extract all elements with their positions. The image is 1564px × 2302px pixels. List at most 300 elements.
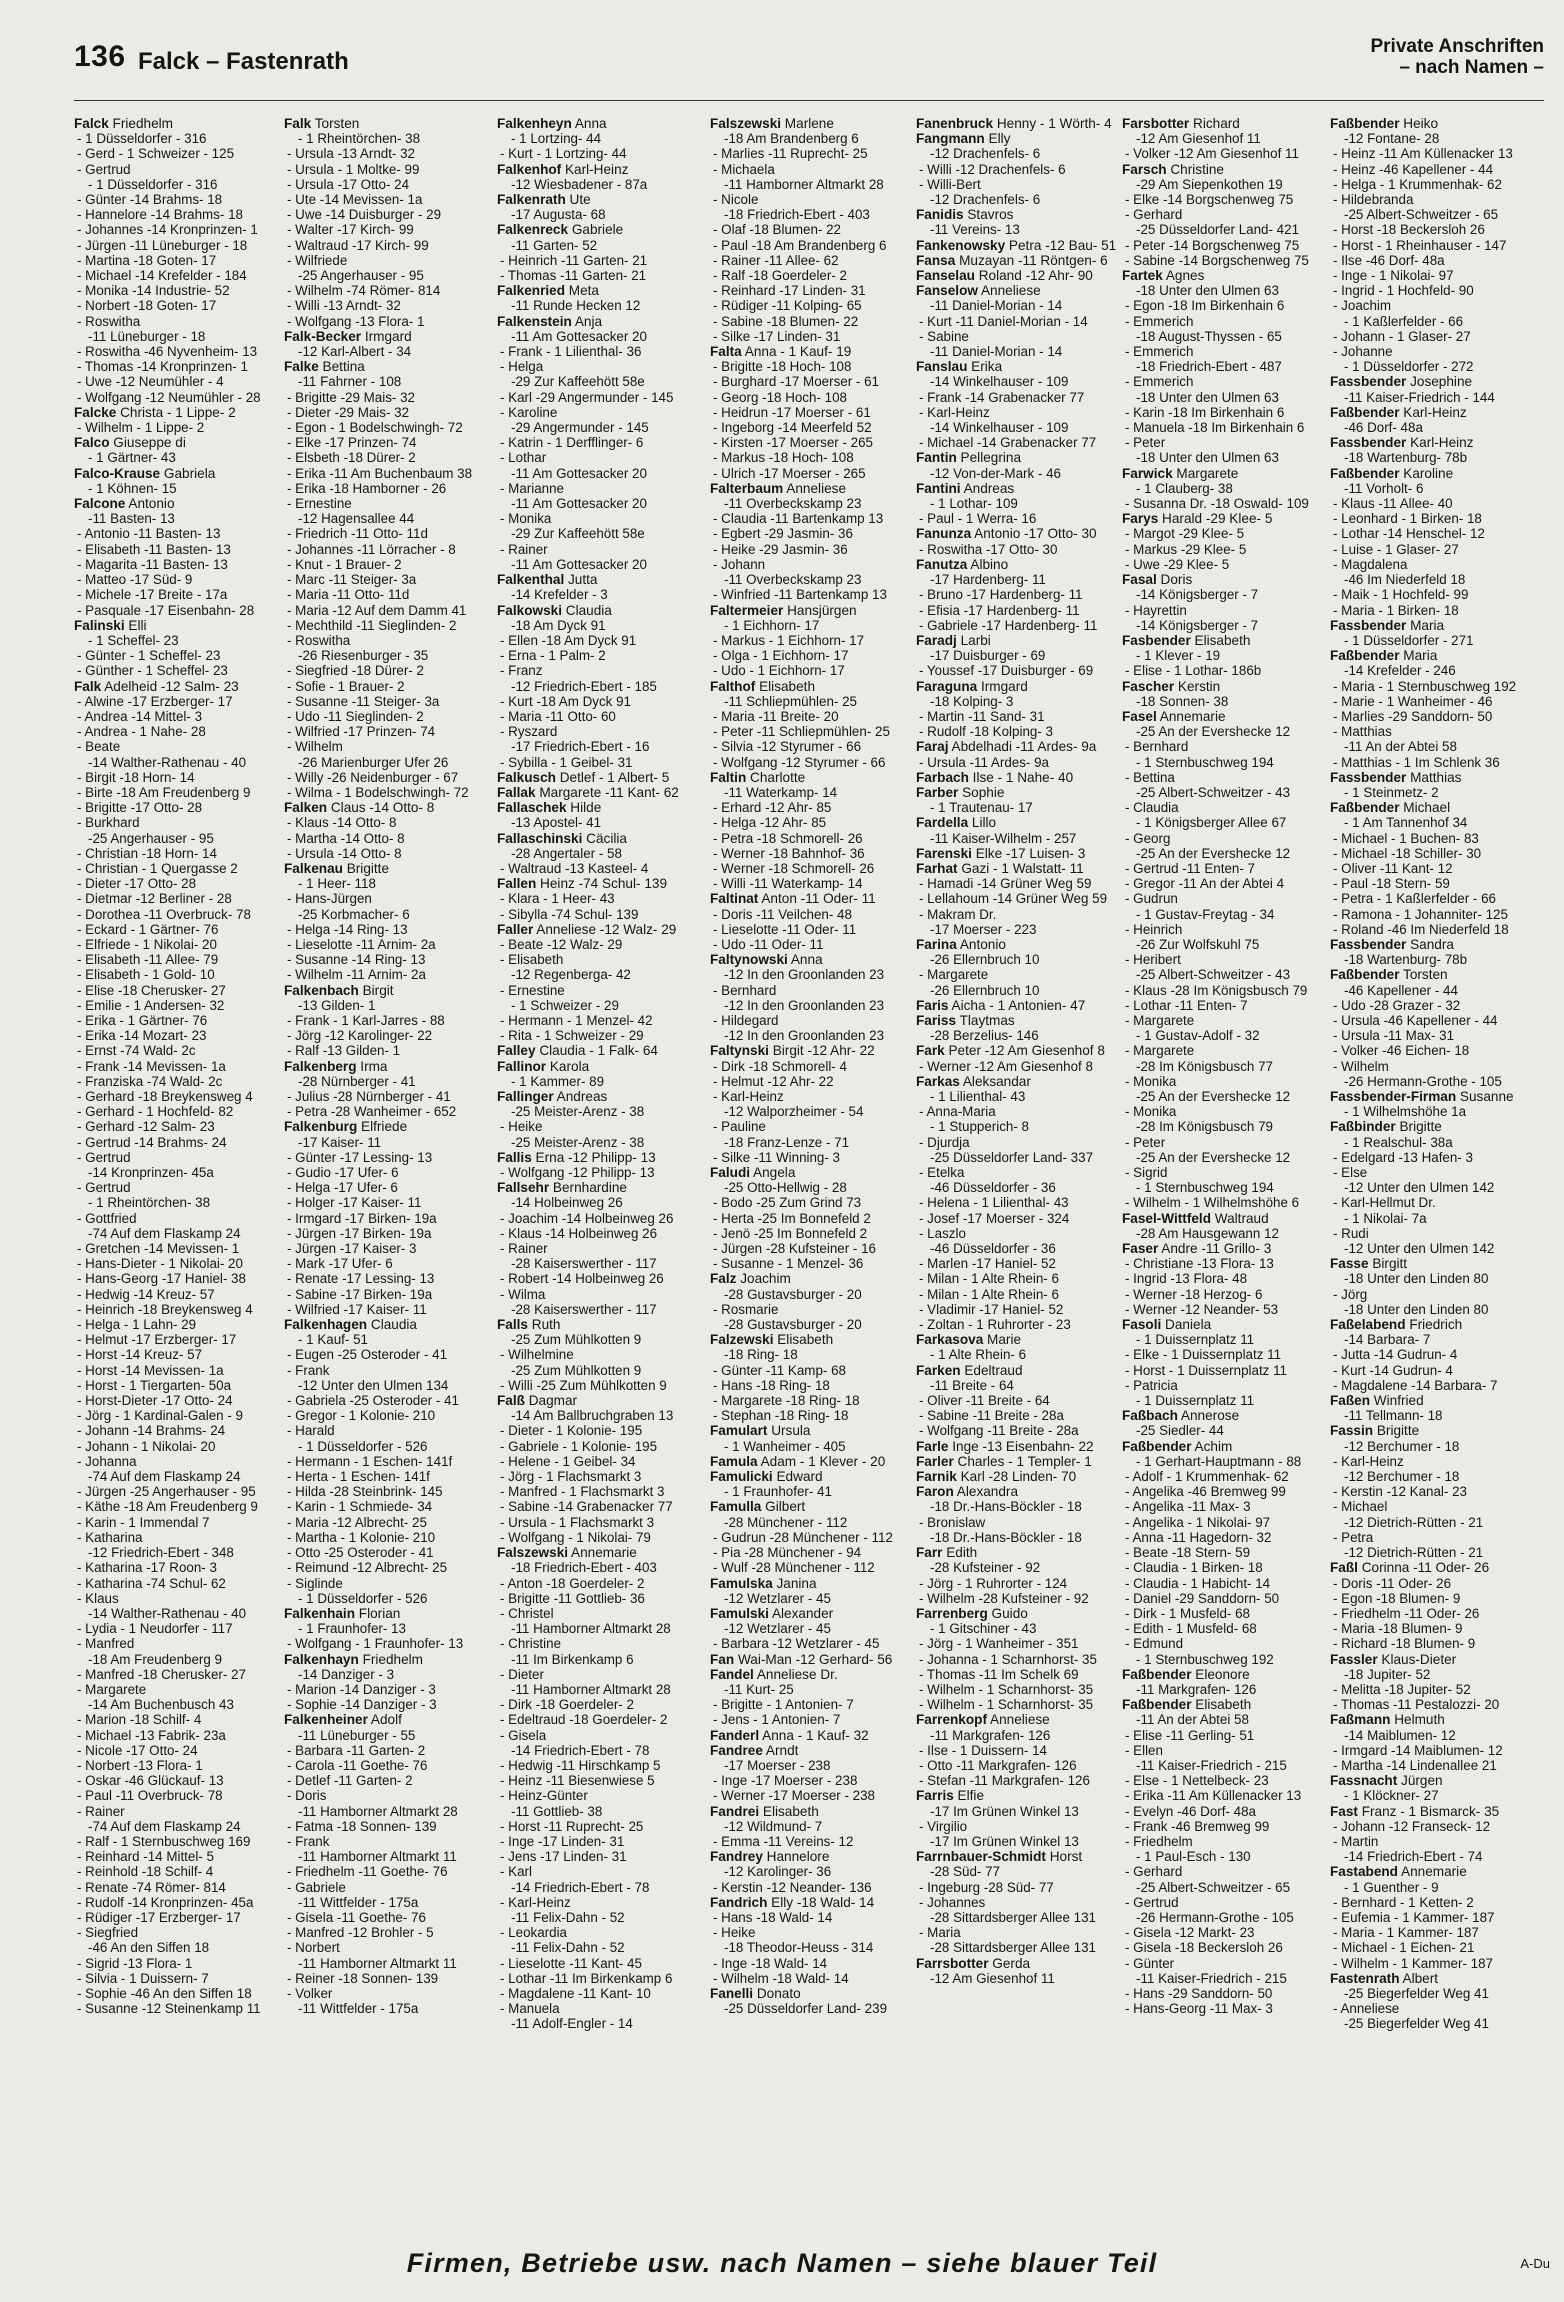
listing-entry: - Sabine -14 Grabenacker 77 <box>500 1499 673 1515</box>
listing-entry: - Waltraud -17 Kirch- 99 <box>287 237 429 253</box>
listing-entry <box>916 116 1121 131</box>
listing-address-line: - 1 Klever - 19 <box>1136 648 1221 664</box>
listing-entry: - Johannes <box>919 1894 986 1910</box>
listing-entry: - Karl-Heinz <box>713 1089 784 1104</box>
listing-address-line: - 1 Nikolai- 7a <box>1344 1210 1427 1226</box>
listing-surname: Faraj <box>916 739 949 755</box>
listing-entry <box>284 116 489 131</box>
listing-entry: - Manfred - 1 Flachsmarkt 3 <box>500 1484 665 1500</box>
listing-entry: - Ute -14 Mevissen- 1a <box>287 192 423 208</box>
listing-entry: - Olaf -18 Blumen- 22 <box>713 222 842 238</box>
listing-entry <box>916 1606 1121 1621</box>
listing-address-line: -26 Zur Wolfskuhl 75 <box>1136 936 1260 952</box>
listing-address-line: -12 Friedrich-Ebert - 185 <box>511 678 657 694</box>
listing-entry: - Margarete <box>919 967 989 983</box>
listing-address-line: -28 Kaiserswerther - 117 <box>511 1301 657 1317</box>
listing-entry: - Michele -17 Breite - 17a <box>77 587 228 603</box>
listing-address-line: -46 Dorf- 48a <box>1344 420 1423 436</box>
listing-entry: - Hedwig -11 Hirschkamp 5 <box>500 1757 661 1773</box>
listing-entry: - Josef -17 Moerser - 324 <box>919 1210 1070 1226</box>
listing-entry: - Helga - 1 Lahn- 29 <box>77 1317 197 1333</box>
listing-surname: Farler <box>916 1453 954 1469</box>
listing-address-line: -18 Am Brandenberg 6 <box>724 131 859 147</box>
listing-entry: - Heike -29 Jasmin- 36 <box>713 541 848 557</box>
listing-entry <box>1330 405 1535 420</box>
listing-entry <box>497 222 702 237</box>
listing-entry <box>710 679 915 694</box>
listing-surname: Falkenberg <box>284 1058 357 1074</box>
listing-entry: - Willi -12 Drachenfels- 6 <box>919 161 1066 177</box>
listing-entry: - Marion -14 Danziger - 3 <box>287 1681 436 1697</box>
listing-address-line: -25 Korbmacher- 6 <box>298 906 410 922</box>
listing-address-line: -14 Friedrich-Ebert - 78 <box>511 1879 650 1895</box>
listing-entry: - Andrea - 1 Nahe- 28 <box>77 724 206 740</box>
listing-first-name: Margarete -11 Kant- 62 <box>535 784 679 800</box>
listing-surname: Faßbender <box>1330 648 1400 664</box>
listing-address-line: -13 Gilden- 1 <box>298 997 376 1013</box>
listing-entry: - Thomas -11 Im Schelk 69 <box>919 1666 1079 1682</box>
listing-entry: - Hedwig -14 Kreuz- 57 <box>77 1286 215 1302</box>
listing-entry <box>916 557 1121 572</box>
listing-entry: - Dieter - 1 Kolonie- 195 <box>500 1423 643 1439</box>
listing-first-name: Anneliese Dr. <box>753 1666 838 1682</box>
listing-entry: - Johanne <box>1333 344 1393 360</box>
listing-entry: - Hans-Georg -11 Max- 3 <box>1125 2001 1273 2017</box>
directory-column-4 <box>710 116 915 2016</box>
listing-entry <box>1122 1317 1327 1332</box>
listing-entry: - Erna - 1 Palm- 2 <box>500 648 606 664</box>
listing-entry: - Hans-Jürgen <box>287 891 372 907</box>
listing-entry: - Wilhelmine <box>500 1347 574 1363</box>
listing-entry: - Wilhelm <box>287 739 343 755</box>
listing-address-line: -11 Am Gottesacker 20 <box>511 496 647 512</box>
listing-entry <box>284 1119 489 1134</box>
listing-entry: - Uwe -14 Duisburger - 29 <box>287 207 442 223</box>
listing-first-name: Winfried <box>1370 1393 1424 1409</box>
listing-entry: - Lieselotte -11 Oder- 11 <box>713 921 857 937</box>
listing-entry: - Anton -18 Goerdeler- 2 <box>500 1575 645 1591</box>
listing-entry: - Günter -17 Lessing- 13 <box>287 1149 433 1165</box>
listing-entry: - Volker -12 Am Giesenhof 11 <box>1125 146 1299 162</box>
listing-address-line: -74 Auf dem Flaskamp 24 <box>88 1818 241 1834</box>
listing-entry: - Erika -11 Am Buchenbaum 38 <box>287 465 473 481</box>
listing-entry: - Elke -14 Borgschenweg 75 <box>1125 192 1294 208</box>
listing-entry: - Willy -26 Neidenburger - 67 <box>287 769 459 785</box>
listing-surname: Faris <box>916 997 949 1013</box>
listing-first-name: Torsten <box>311 116 360 131</box>
listing-entry: - Marc -11 Steiger- 3a <box>287 572 417 588</box>
listing-entry <box>916 268 1121 283</box>
listing-entry <box>1122 1667 1327 1682</box>
listing-entry <box>497 314 702 329</box>
listing-entry: - Brigitte -29 Mais- 32 <box>287 389 415 405</box>
listing-surname: Farenski <box>916 845 972 861</box>
listing-entry: - Gertrud <box>77 1180 131 1196</box>
listing-address-line: -11 Daniel-Morian - 14 <box>930 344 1063 360</box>
listing-entry: - Kurt - 1 Lortzing- 44 <box>500 146 627 162</box>
listing-surname: Fassbender <box>1330 936 1407 952</box>
listing-entry: - Jörg -12 Karolinger- 22 <box>287 1028 433 1044</box>
listing-first-name: Stavros <box>963 207 1014 223</box>
listing-entry: - Marlies -29 Sanddorn- 50 <box>1333 708 1493 724</box>
listing-surname: Famulski <box>710 1605 769 1621</box>
listing-address-line: -46 Düsseldorfer - 36 <box>930 1180 1056 1196</box>
listing-entry: - Maria <box>919 1925 961 1941</box>
listing-entry: - Michael -18 Schiller- 30 <box>1333 845 1482 861</box>
listing-first-name: Anton -11 Oder- 11 <box>758 891 876 907</box>
listing-address-line: -12 Unter den Ulmen 134 <box>298 1377 449 1393</box>
listing-first-name: Gilbert <box>761 1499 806 1515</box>
listing-entry: - Karl <box>500 1864 532 1880</box>
listing-first-name: Achim <box>1191 1438 1233 1454</box>
listing-address-line: -18 Ring- 18 <box>724 1347 798 1363</box>
listing-entry: - Ursula -17 Otto- 24 <box>287 176 410 192</box>
listing-entry: - Gabriele <box>287 1879 346 1895</box>
listing-entry: - Hamadi -14 Grüner Weg 59 <box>919 876 1092 892</box>
listing-first-name: Maria <box>1399 648 1438 664</box>
listing-surname: Fantin <box>916 450 957 466</box>
listing-entry: - Mark -17 Ufer- 6 <box>287 1256 393 1272</box>
listing-entry: - Heinz -46 Kapellener - 44 <box>1333 161 1494 177</box>
listing-entry: - Heike <box>500 1119 543 1135</box>
listing-first-name: Bettina <box>318 359 365 375</box>
listing-entry: - Sophie -46 An den Siffen 18 <box>77 1985 252 2001</box>
listing-entry: - Norbert -13 Flora- 1 <box>77 1757 203 1773</box>
listing-surname: Falkenried <box>497 283 565 299</box>
listing-surname: Fallinor <box>497 1058 547 1074</box>
listing-entry: - Joachim <box>1333 298 1392 314</box>
listing-surname: Farrenkopf <box>916 1712 988 1728</box>
listing-entry: - Jürgen -17 Birken- 19a <box>287 1225 432 1241</box>
listing-surname: Falkenrath <box>497 192 566 208</box>
listing-entry: - Helmut -17 Erzberger- 17 <box>77 1332 237 1348</box>
listing-entry: - Ulrich -17 Moerser - 265 <box>713 465 866 481</box>
listing-entry: - Siglinde <box>287 1575 343 1591</box>
listing-entry: - Lydia - 1 Neudorfer - 117 <box>77 1621 233 1637</box>
listing-address-line: -11 Kaiser-Friedrich - 215 <box>1136 1757 1287 1773</box>
listing-surname: Fassbender <box>1330 374 1407 390</box>
listing-surname: Falzewski <box>710 1332 774 1348</box>
listing-first-name: Elisabeth <box>773 1332 834 1348</box>
listing-entry: - Dirk -18 Goerdeler- 2 <box>500 1697 634 1713</box>
listing-surname: Fanenbruck <box>916 116 994 131</box>
listing-entry: - Roswitha <box>287 632 351 648</box>
listing-entry: - Kurt -18 Am Dyck 91 <box>500 693 631 709</box>
listing-entry: - Sabine -11 Breite - 28a <box>919 1408 1064 1424</box>
listing-address-line: -11 Overbeckskamp 23 <box>724 572 862 588</box>
listing-surname: Falinski <box>74 617 125 633</box>
listing-first-name: Aleksandar <box>959 1073 1031 1089</box>
listing-surname: Faßbender <box>1122 1666 1192 1682</box>
listing-address-line: -14 Danziger - 3 <box>298 1666 395 1682</box>
listing-entry <box>284 1059 489 1074</box>
listing-entry <box>74 116 279 131</box>
listing-first-name: Karl -28 Linden- 70 <box>956 1469 1077 1485</box>
listing-entry <box>497 1059 702 1074</box>
directory-column-7 <box>1330 116 1535 2032</box>
listing-entry <box>1122 511 1327 526</box>
listing-first-name: Irmgard <box>977 678 1028 694</box>
listing-address-line: -11 Wittfelder - 175a <box>298 2001 419 2017</box>
listing-surname: Falszewski <box>497 1545 569 1561</box>
listing-entry <box>284 359 489 374</box>
listing-entry: - Dirk - 1 Musfeld- 68 <box>1125 1605 1251 1621</box>
listing-surname: Fallinger <box>497 1089 554 1104</box>
listing-entry <box>497 192 702 207</box>
listing-entry: - Gisela -11 Goethe- 76 <box>287 1909 426 1925</box>
listing-first-name: Irma <box>356 1058 388 1074</box>
listing-entry: - Wilhelm -11 Arnim- 2a <box>287 967 426 983</box>
listing-address-line: -14 Krefelder - 246 <box>1344 663 1456 679</box>
listing-first-name: Andreas <box>553 1089 608 1104</box>
listing-entry <box>497 831 702 846</box>
listing-surname: Faßbender <box>1330 116 1400 131</box>
listing-address-line: -25 An der Evershecke 12 <box>1136 724 1291 740</box>
listing-entry: - Robert -14 Holbeinweg 26 <box>500 1271 664 1287</box>
listing-surname: Faltin <box>710 769 747 785</box>
listing-entry: - Petra -28 Wanheimer - 652 <box>287 1104 457 1120</box>
listing-entry: - Erika -11 Am Küllenacker 13 <box>1125 1788 1302 1804</box>
listing-entry: - Pasquale -17 Eisenbahn- 28 <box>77 602 255 618</box>
listing-entry: - Etelka <box>919 1165 965 1181</box>
listing-entry: - Gottfried <box>77 1210 137 1226</box>
listing-entry: - Claudia - 1 Habicht- 14 <box>1125 1575 1271 1591</box>
listing-address-line: - 1 Düsseldorfer - 271 <box>1344 632 1474 648</box>
listing-entry: - Daniel -29 Sanddorn- 50 <box>1125 1590 1280 1606</box>
listing-entry: - Willi -13 Arndt- 32 <box>287 298 401 314</box>
listing-entry: - Horst-Dieter -17 Otto- 24 <box>77 1393 233 1409</box>
listing-entry: - Horst -11 Ruprecht- 25 <box>500 1818 644 1834</box>
listing-address-line: - 1 Gustav-Adolf - 32 <box>1136 1028 1260 1044</box>
listing-entry: - Wilfried -17 Kaiser- 11 <box>287 1301 427 1317</box>
listing-surname: Falterbaum <box>710 480 784 496</box>
listing-address-line: -14 Walther-Rathenau - 40 <box>88 1605 247 1621</box>
listing-address-line: -28 Süd- 77 <box>930 1864 1000 1880</box>
listing-surname: Farbach <box>916 769 969 785</box>
listing-entry: - Heribert <box>1125 952 1181 968</box>
listing-address-line: -12 Wildmund- 7 <box>724 1818 823 1834</box>
listing-entry <box>497 1043 702 1058</box>
listing-entry: - Elke -17 Prinzen- 74 <box>287 435 417 451</box>
listing-entry <box>1330 1317 1535 1332</box>
listing-entry <box>710 1454 915 1469</box>
listing-entry: - Martin -11 Sand- 31 <box>919 708 1045 724</box>
directory-column-1 <box>74 116 279 2016</box>
listing-surname: Farsbotter <box>1122 116 1190 131</box>
listing-surname: Famulska <box>710 1575 773 1591</box>
listing-surname: Fantini <box>916 480 961 496</box>
listing-entry: - Harald <box>287 1423 335 1439</box>
listing-entry: - Heidrun -17 Moerser - 61 <box>713 404 871 420</box>
listing-entry: - Makram Dr. <box>919 906 997 922</box>
listing-entry: - Gregor -11 An der Abtei 4 <box>1125 876 1285 892</box>
listing-entry: - Wilhelm - 1 Scharnhorst- 35 <box>919 1697 1094 1713</box>
listing-entry: - Hans -18 Wald- 14 <box>713 1909 833 1925</box>
listing-entry: - Ursula -11 Max- 31 <box>1333 1028 1455 1044</box>
listing-entry: - Manuela <box>500 2001 560 2017</box>
listing-address-line: -17 Moerser - 238 <box>724 1757 831 1773</box>
listing-entry: - Erika - 1 Gärtner- 76 <box>77 1012 208 1028</box>
listing-surname: Faßbender <box>1330 967 1400 983</box>
listing-entry: - Bruno -17 Hardenberg- 11 <box>919 587 1083 603</box>
listing-entry: - Willi -11 Waterkamp- 14 <box>713 876 863 892</box>
listing-surname: Falta <box>710 344 742 360</box>
listing-entry: - Emmerich <box>1125 344 1194 360</box>
listing-entry: - Wolfgang - 1 Nikolai- 79 <box>500 1529 651 1545</box>
listing-entry: - Johann <box>713 556 766 572</box>
listing-entry: - Willi -25 Zum Mühlkotten 9 <box>500 1377 667 1393</box>
listing-surname: Faßbinder <box>1330 1119 1396 1135</box>
listing-entry <box>916 1043 1121 1058</box>
listing-address-line: -25 An der Evershecke 12 <box>1136 1149 1291 1165</box>
listing-first-name: Birgit <box>358 982 394 998</box>
directory-column-6 <box>1122 116 1327 2016</box>
listing-entry <box>916 1849 1121 1864</box>
listing-entry: - Elsbeth -18 Dürer- 2 <box>287 450 416 466</box>
listing-entry: - Gerhard <box>1125 1864 1183 1880</box>
listing-first-name: Jürgen <box>1397 1773 1443 1789</box>
listing-entry <box>916 679 1121 694</box>
listing-entry <box>710 1743 915 1758</box>
listing-surname: Farkasova <box>916 1332 984 1348</box>
listing-surname: Falkenheyn <box>497 116 572 131</box>
listing-entry: - Käthe -18 Am Freudenberg 9 <box>77 1499 258 1515</box>
listing-entry: - Nicole <box>713 192 759 208</box>
listing-entry: - Rudi <box>1333 1225 1369 1241</box>
listing-first-name: Joachim <box>736 1271 791 1287</box>
listing-entry: - Sabine -18 Blumen- 22 <box>713 313 859 329</box>
listing-surname: Fariss <box>916 1012 957 1028</box>
listing-entry: - Ingrid - 1 Hochfeld- 90 <box>1333 283 1474 299</box>
listing-address-line: -14 Friedrich-Ebert - 78 <box>511 1742 650 1758</box>
listing-entry: - Jürgen -17 Kaiser- 3 <box>287 1241 417 1257</box>
listing-surname: Fandel <box>710 1666 754 1682</box>
listing-entry: - Joachim -14 Holbeinweg 26 <box>500 1210 674 1226</box>
listing-entry: - Otto -11 Markgrafen- 126 <box>919 1757 1077 1773</box>
listing-first-name: Karola <box>546 1058 590 1074</box>
listing-surname: Farkas <box>916 1073 960 1089</box>
listing-address-line: -17 Friedrich-Ebert - 16 <box>511 739 650 755</box>
listing-surname: Falkusch <box>497 769 556 785</box>
listing-entry: - Helga -12 Ahr- 85 <box>713 815 827 831</box>
listing-entry: - Michaela <box>713 161 775 177</box>
listing-address-line: -11 Gottlieb- 38 <box>511 1803 603 1819</box>
listing-address-line: -12 Wiesbadener - 87a <box>511 176 648 192</box>
listing-entry: - Gisela -12 Markt- 23 <box>1125 1925 1255 1941</box>
listing-entry: - Doris -11 Veilchen- 48 <box>713 906 852 922</box>
listing-address-line: -12 Wetzlarer - 45 <box>724 1590 831 1606</box>
listing-address-line: -14 Kronprinzen- 45a <box>88 1165 214 1181</box>
listing-entry <box>710 603 915 618</box>
listing-first-name: Henny - 1 Wörth- 4 <box>993 116 1112 131</box>
listing-first-name: Anna - 1 Kauf- 32 <box>759 1727 869 1743</box>
listing-address-line: -18 Unter den Ulmen 63 <box>1136 450 1279 466</box>
listing-entry: - Maria -12 Albrecht- 25 <box>287 1514 427 1530</box>
listing-entry <box>497 1545 702 1560</box>
listing-first-name: Hansjürgen <box>783 602 857 618</box>
listing-entry <box>1122 116 1327 131</box>
listing-surname: Fassbender <box>1330 769 1407 785</box>
listing-address-line: -74 Auf dem Flaskamp 24 <box>88 1469 241 1485</box>
listing-entry: - Beate -18 Stern- 59 <box>1125 1545 1251 1561</box>
listing-entry: - Emilie - 1 Andersen- 32 <box>77 997 225 1013</box>
listing-address-line: -26 Ellernbruch 10 <box>930 982 1040 998</box>
listing-entry: - Maria -11 Breite- 20 <box>713 708 839 724</box>
directory-columns <box>74 116 1548 2230</box>
listing-entry: - Anna -11 Hagedorn- 32 <box>1125 1529 1272 1545</box>
header-rule <box>74 100 1544 101</box>
listing-entry <box>74 435 279 450</box>
listing-first-name: Claus -14 Otto- 8 <box>327 800 435 816</box>
listing-address-line: -12 Berchumer - 18 <box>1344 1438 1460 1454</box>
listing-address-line: -25 An der Evershecke 12 <box>1136 845 1291 861</box>
listing-address-line: -11 Lüneburger - 18 <box>88 328 206 344</box>
listing-entry: - Karl-Heinz <box>500 1894 571 1910</box>
listing-first-name: Annemarie <box>1156 708 1226 724</box>
listing-entry: - Barbara -12 Wetzlarer - 45 <box>713 1636 880 1652</box>
listing-surname: Falco <box>74 435 110 451</box>
listing-entry: - Lothar -14 Henschel- 12 <box>1333 526 1485 542</box>
listing-first-name: Ursula <box>767 1423 811 1439</box>
listing-entry: - Kerstin -12 Neander- 136 <box>713 1879 872 1895</box>
listing-entry <box>1122 466 1327 481</box>
listing-entry: - Beate -12 Walz- 29 <box>500 936 623 952</box>
listing-entry: - Karl -29 Angermunder - 145 <box>500 389 674 405</box>
listing-address-line: -28 Berzelius- 146 <box>930 1028 1039 1044</box>
listing-surname: Fanselow <box>916 283 978 299</box>
listing-surname: Farken <box>916 1362 961 1378</box>
listing-entry: - Gabriele -17 Hardenberg- 11 <box>919 617 1098 633</box>
listing-entry: - Stephan -18 Ring- 18 <box>713 1408 849 1424</box>
listing-entry: - Maria -12 Auf dem Damm 41 <box>287 602 467 618</box>
listing-entry: - Monika <box>500 511 552 527</box>
listing-address-line: -17 Moerser - 223 <box>930 921 1037 937</box>
listing-entry: - Roswitha -17 Otto- 30 <box>919 541 1058 557</box>
listing-entry: - Maria - 1 Birken- 18 <box>1333 602 1459 618</box>
listing-entry: - Uwe -29 Klee- 5 <box>1125 556 1230 572</box>
listing-entry: - Friedhelm -11 Oder- 26 <box>1333 1605 1480 1621</box>
listing-entry: - Klara - 1 Heer- 43 <box>500 891 615 907</box>
listing-surname: Faßbender <box>1330 404 1400 420</box>
listing-entry: - Markus -18 Hoch- 108 <box>713 450 854 466</box>
listing-entry: - Jörg <box>1333 1286 1368 1302</box>
listing-entry <box>916 633 1121 648</box>
listing-entry: - Klaus -14 Holbeinweg 26 <box>500 1225 658 1241</box>
listing-address-line: -13 Apostel- 41 <box>511 815 602 831</box>
listing-address-line: - 1 Kammer- 89 <box>511 1073 605 1089</box>
listing-entry <box>916 450 1121 465</box>
listing-surname: Farhat <box>916 860 958 876</box>
listing-entry: - Helmut -12 Ahr- 22 <box>713 1073 834 1089</box>
listing-surname: Famula <box>710 1453 758 1469</box>
listing-surname: Falkenhof <box>497 161 562 177</box>
listing-address-line: -11 Am Gottesacker 20 <box>511 465 647 481</box>
listing-entry: - Karin - 1 Schmiede- 34 <box>287 1499 433 1515</box>
listing-address-line: -17 Augusta- 68 <box>511 207 606 223</box>
listing-surname: Fastabend <box>1330 1864 1398 1880</box>
listing-address-line: -28 Münchener - 112 <box>724 1514 848 1530</box>
listing-surname: Falley <box>497 1043 536 1059</box>
listing-address-line: -46 Düsseldorfer - 36 <box>930 1241 1056 1257</box>
listing-address-line: - 1 Fraunhofer- 13 <box>298 1621 406 1637</box>
listing-address-line: -46 Kapellener - 44 <box>1344 982 1458 998</box>
listing-entry: - Elise -11 Gerling- 51 <box>1125 1727 1255 1743</box>
listing-entry: - Ingeborg -14 Meerfeld 52 <box>713 420 872 436</box>
listing-entry <box>710 1576 915 1591</box>
listing-entry: - Georg <box>1125 830 1171 846</box>
listing-address-line: -25 Meister-Arenz - 38 <box>511 1134 645 1150</box>
listing-entry: - Andrea -14 Mittel- 3 <box>77 708 203 724</box>
